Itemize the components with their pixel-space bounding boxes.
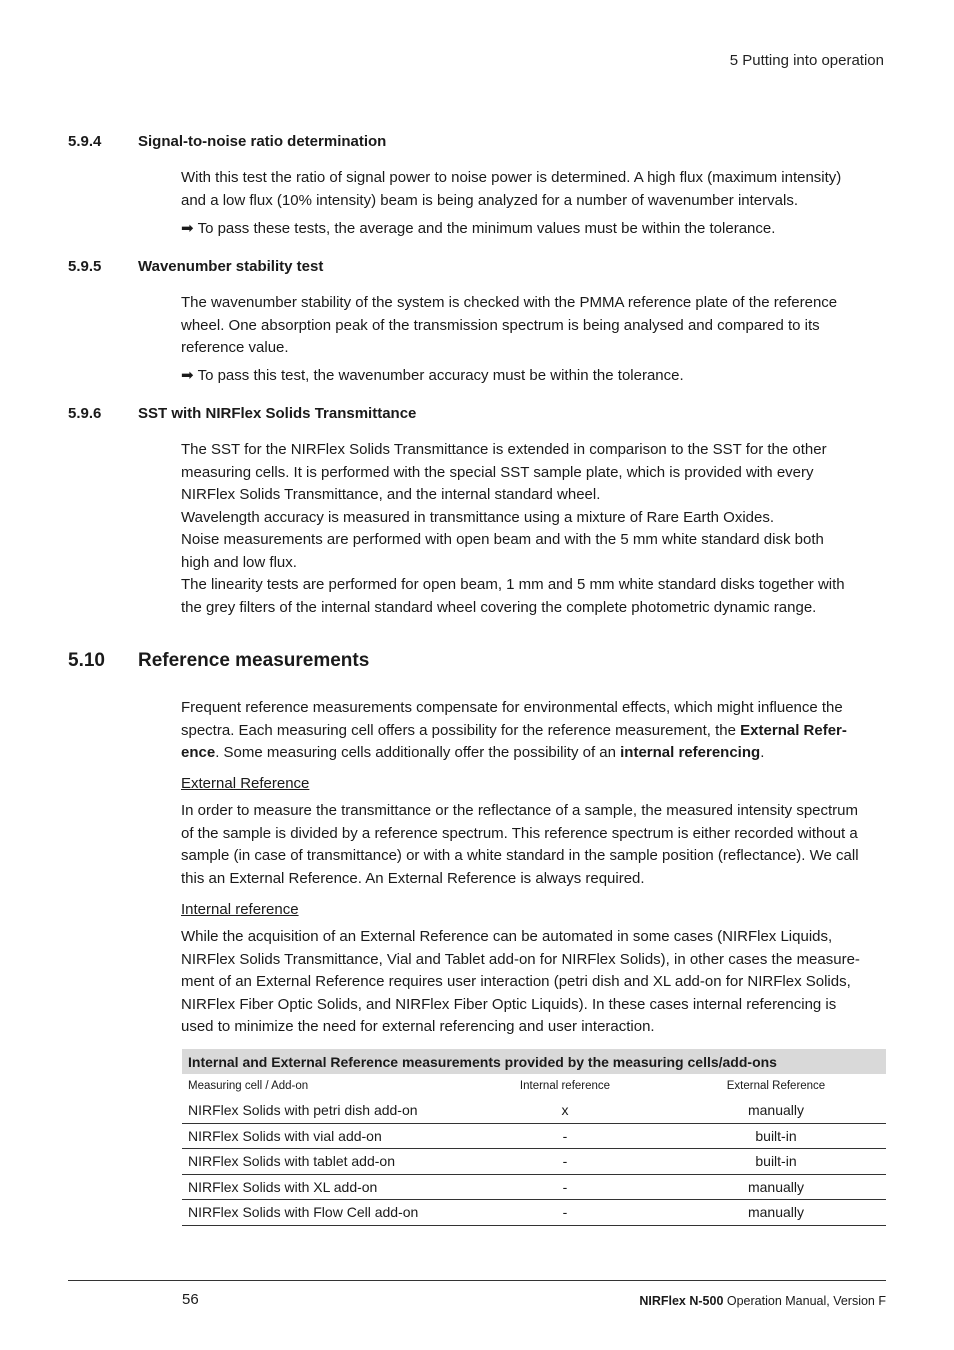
section-title-510: Reference measurements [138, 650, 370, 671]
table-row [182, 1149, 886, 1175]
cell-internal: - [464, 1149, 666, 1175]
text-line: Frequent reference measurements compensate for environmental effects, which might influence the [181, 699, 843, 716]
section-title-594: Signal-to-noise ratio determination [138, 133, 387, 150]
cell-name: NIRFlex Solids with XL add-on [182, 1174, 464, 1200]
text-line: The linearity tests are performed for open beam, 1 mm and 5 mm white standard disks together with [181, 576, 845, 593]
text-line: high and low flux. [181, 553, 297, 571]
cell-name: NIRFlex Solids with Flow Cell add-on [182, 1200, 464, 1226]
internal-reference-label: Internal reference [181, 901, 299, 918]
text-line: The wavenumber stability of the system is checked with the PMMA reference plate of the reference [181, 294, 838, 311]
document-name: Operation Manual, Version F [723, 1294, 886, 1308]
cell-internal: x [464, 1098, 666, 1123]
cell-external: manually [666, 1098, 886, 1123]
table-row [182, 1174, 886, 1200]
cell-name: NIRFlex Solids with tablet add-on [182, 1149, 464, 1175]
cell-external: manually [666, 1200, 886, 1226]
text-line: of the sample is divided by a reference spectrum. This reference spectrum is either recorded without a [181, 824, 858, 842]
text-run: . [760, 744, 765, 761]
text-line: used to minimize the need for external referencing and user interaction. [181, 1018, 655, 1035]
right-arrow-icon: ➡ [181, 220, 194, 237]
cell-internal: - [464, 1200, 666, 1226]
table-row [182, 1098, 886, 1123]
cell-external: built-in [666, 1123, 886, 1149]
note-594 [181, 219, 775, 237]
right-arrow-icon: ➡ [181, 367, 194, 384]
text-line: In order to measure the transmittance or the reflectance of a sample, the measured intensity spectrum [181, 802, 858, 819]
note-text: To pass these tests, the average and the minimum values must be within the tolerance. [197, 220, 776, 237]
table-row [182, 1200, 886, 1226]
section-title-596: SST with NIRFlex Solids Transmittance [138, 405, 417, 422]
text-line: NIRFlex Solids Transmittance, Vial and Tablet add-on for NIRFlex Solids), in other cases the measure- [181, 950, 860, 968]
text-line: While the acquisition of an External Reference can be automated in some cases (NIRFlex Liquids, [181, 928, 833, 945]
text-line: ment of an External Reference requires user interaction (petri dish and XL add-on for NIRFlex Solids, [181, 973, 851, 990]
section-number-594: 5.9.4 [68, 133, 102, 150]
section-number-595: 5.9.5 [68, 258, 102, 275]
text-line: sample (in case of transmittance) or with a white standard in the sample position (reflectance). We call [181, 847, 859, 864]
text-line [181, 742, 886, 765]
text-line: reference value. [181, 339, 289, 356]
text-line: The SST for the NIRFlex Solids Transmittance is extended in comparison to the SST for the other [181, 441, 827, 458]
text-run: spectra. Each measuring cell offers a possibility for the reference measurement, the [181, 721, 741, 739]
column-header-external: External Reference [726, 1080, 826, 1092]
reference-table [182, 1049, 886, 1226]
text-line: NIRFlex Solids Transmittance, and the internal standard wheel. [181, 486, 601, 503]
term-external-reference: External Refer- [740, 721, 847, 739]
text-line: wheel. One absorption peak of the transmission spectrum is being analysed and compared to its [181, 316, 820, 334]
text-line: this an External Reference. An External Reference is always required. [181, 869, 645, 887]
paragraph-595 [181, 292, 886, 360]
footer-document-title [639, 1294, 886, 1308]
text-line: the grey filters of the internal standard wheel covering the complete photometric dynamic range. [181, 598, 817, 616]
section-title-595: Wavenumber stability test [138, 258, 324, 275]
text-line: NIRFlex Fiber Optic Solids, and NIRFlex Fiber Optic Liquids). In these cases internal referencing is [181, 995, 837, 1013]
paragraph-594 [181, 167, 886, 212]
section-number-596: 5.9.6 [68, 405, 102, 422]
column-header-internal: Internal reference [519, 1080, 611, 1092]
text-line: measuring cells. It is performed with the special SST sample plate, which is provided with every [181, 463, 814, 481]
paragraph-external-reference [181, 800, 886, 890]
cell-internal: - [464, 1123, 666, 1149]
note-text: To pass this test, the wavenumber accuracy must be within the tolerance. [197, 367, 684, 384]
page-number: 56 [182, 1291, 199, 1308]
cell-name: NIRFlex Solids with petri dish add-on [182, 1098, 464, 1123]
external-reference-label: External Reference [181, 775, 310, 792]
chapter-header: 5 Putting into operation [729, 52, 884, 69]
cell-external: built-in [666, 1149, 886, 1175]
cell-name: NIRFlex Solids with vial add-on [182, 1123, 464, 1149]
text-line: Noise measurements are performed with open beam and with the 5 mm white standard disk both [181, 531, 824, 548]
footer-divider [68, 1280, 886, 1281]
text-line [181, 720, 886, 743]
term-external-reference-cont: ence [181, 744, 216, 761]
paragraph-internal-reference [181, 926, 886, 1039]
text-line: Wavelength accuracy is measured in transmittance using a mixture of Rare Earth Oxides. [181, 508, 775, 526]
term-internal-referencing: internal referencing [620, 744, 761, 761]
text-line: With this test the ratio of signal power to noise power is determined. A high flux (maximum intensity) [181, 169, 842, 186]
table-row [182, 1123, 886, 1149]
note-595 [181, 366, 684, 384]
section-number-510: 5.10 [68, 650, 105, 671]
column-header-cell: Measuring cell / Add-on [188, 1080, 309, 1092]
paragraph-596 [181, 439, 886, 619]
cell-internal: - [464, 1174, 666, 1200]
cell-external: manually [666, 1174, 886, 1200]
table-caption: Internal and External Reference measurements provided by the measuring cells/add-ons [182, 1049, 886, 1074]
text-line: and a low flux (10% intensity) beam is being analyzed for a number of wavenumber intervals. [181, 191, 798, 209]
text-run: . Some measuring cells additionally offer the possibility of an [215, 744, 621, 761]
paragraph-510-intro [181, 697, 886, 765]
product-name: NIRFlex N-500 [639, 1294, 724, 1308]
